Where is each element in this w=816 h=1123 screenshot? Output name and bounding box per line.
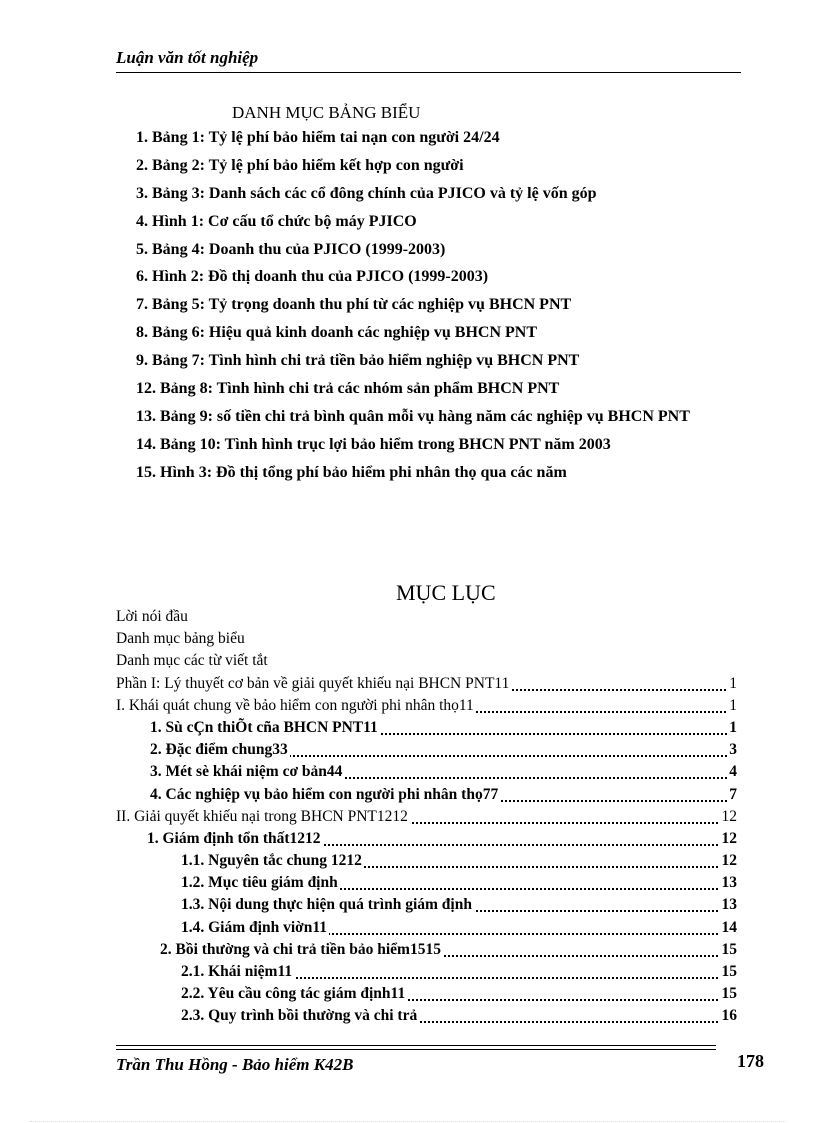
toc-entry-text: Phần I: Lý thuyết cơ bản về giải quyết khiếu nại BHCN PNT11	[116, 674, 510, 692]
toc-entry[interactable]	[116, 717, 740, 739]
toc-page-number: 12	[721, 806, 738, 828]
list-item: 2. Bảng 2: Tỷ lệ phí bảo hiểm kết hợp con người	[136, 156, 464, 174]
toc-page-number: 15	[721, 961, 738, 983]
toc-entry-text: 1.4. Giám định viờn11	[181, 918, 327, 936]
list-item: 7. Bảng 5: Tỷ trọng doanh thu phí từ các nghiệp vụ BHCN PNT	[136, 296, 572, 314]
toc-entry[interactable]	[116, 1005, 740, 1027]
toc-page-number: 7	[728, 784, 737, 806]
toc-entry-text: 2.1. Khái niệm11	[181, 963, 293, 980]
list-item: 12. Bảng 8: Tình hình chi trả các nhóm sản phẩm BHCN PNT	[136, 380, 560, 398]
toc-entry-text: II. Giải quyết khiếu nại trong BHCN PNT1212	[116, 807, 408, 825]
list-item: 8. Bảng 6: Hiệu quả kinh doanh các nghiệp vụ BHCN PNT	[136, 324, 537, 342]
toc-entry-text: 3. Mét sè khái niệm cơ bản44	[150, 763, 343, 781]
toc-page-number: 1	[728, 673, 737, 695]
page-number: 178	[737, 1051, 764, 1071]
toc-page-number: 13	[721, 872, 738, 894]
toc-entry[interactable]	[116, 850, 740, 872]
toc-entry-text: I. Khái quát chung về bảo hiểm con người phi nhân thọ11	[116, 696, 474, 714]
list-of-tables	[136, 128, 736, 491]
toc-entry-text: Lời nói đầu	[116, 608, 188, 625]
toc-entry[interactable]	[116, 983, 740, 1005]
toc-entry[interactable]	[116, 673, 740, 695]
toc-page-number: 15	[721, 983, 738, 1005]
toc-entry[interactable]	[116, 917, 740, 939]
toc-page-number: 12	[721, 828, 738, 850]
toc-entry[interactable]	[116, 961, 740, 983]
toc-entry-text: 1. Sù cÇn thiÕt cña BHCN PNT11	[150, 718, 378, 736]
list-item: 13. Bảng 9: số tiền chi trả bình quân mỗi vụ hàng năm các nghiệp vụ BHCN PNT	[136, 407, 690, 425]
list-item: 4. Hình 1: Cơ cấu tổ chức bộ máy PJICO	[136, 212, 417, 230]
toc-page-number: 12	[721, 850, 738, 872]
toc-entry[interactable]	[116, 761, 740, 783]
toc-entry[interactable]	[116, 872, 740, 894]
list-of-tables-title: DANH MỤC BẢNG BIỂU	[232, 103, 421, 122]
list-item: 9. Bảng 7: Tình hình chi trả tiền bảo hiểm nghiệp vụ BHCN PNT	[136, 352, 580, 370]
toc-title: MỤC LỤC	[396, 580, 496, 605]
header-title: Luận văn tốt nghiệp	[116, 48, 259, 67]
list-item: 3. Bảng 3: Danh sách các cổ đông chính của PJICO và tỷ lệ vốn góp	[136, 184, 597, 202]
toc-entry[interactable]	[116, 828, 740, 850]
toc-entry[interactable]	[116, 628, 740, 650]
toc-page-number: 1	[728, 695, 737, 717]
toc-page-number: 15	[721, 939, 738, 961]
toc-entry-text: 4. Các nghiệp vụ bảo hiểm con người phi nhân thọ77	[150, 785, 499, 803]
toc-entry[interactable]	[116, 784, 740, 806]
toc-entry-text: 1. Giám định tổn thất1212	[147, 829, 321, 847]
toc-entry-text: Danh mục bảng biểu	[116, 630, 245, 648]
list-item: 6. Hình 2: Đồ thị doanh thu của PJICO (1999-2003)	[136, 268, 489, 286]
toc-page-number: 4	[728, 761, 737, 783]
toc-entry-text: 2. Đặc điểm chung33	[150, 741, 288, 759]
toc-entry[interactable]	[116, 606, 740, 628]
toc-page-number: 16	[721, 1005, 738, 1027]
toc-entry[interactable]	[116, 939, 740, 961]
list-item: 1. Bảng 1: Tỷ lệ phí bảo hiểm tai nạn con người 24/24	[136, 129, 500, 146]
toc-entry-text: 1.2. Mục tiêu giám định	[181, 874, 338, 892]
header-divider	[116, 72, 741, 73]
toc-entry[interactable]	[116, 650, 740, 672]
bottom-divider	[30, 1121, 786, 1122]
toc-entry[interactable]	[116, 894, 740, 916]
toc-entry[interactable]	[116, 695, 740, 717]
footer-divider	[116, 1045, 716, 1046]
toc-entry-text: 2.3. Quy trình bồi thường và chi trả	[181, 1007, 418, 1025]
toc-entry-text: 2.2. Yêu cầu công tác giám định11	[181, 985, 406, 1003]
footer-author: Trần Thu Hồng - Bảo hiểm K42B	[116, 1055, 354, 1074]
toc-page-number: 13	[721, 894, 738, 916]
toc-entry-text: 1.3. Nội dung thực hiện quá trình giám định	[181, 896, 472, 914]
toc-page-number: 3	[728, 739, 737, 761]
toc-entry-text: 1.1. Nguyên tắc chung 1212	[181, 852, 362, 870]
list-item: 15. Hình 3: Đồ thị tổng phí bảo hiểm phi nhân thọ qua các năm	[136, 463, 567, 481]
toc-entry[interactable]	[116, 739, 740, 761]
toc-entry-text: 2. Bồi thường và chi trả tiền bảo hiểm1515	[160, 940, 441, 958]
footer-divider	[116, 1049, 716, 1050]
list-item: 5. Bảng 4: Doanh thu của PJICO (1999-2003)	[136, 240, 446, 258]
toc-page-number: 14	[721, 917, 738, 939]
toc-entry-text: Danh mục các từ viết tắt	[116, 652, 268, 670]
toc-entry[interactable]	[116, 806, 740, 828]
list-item: 14. Bảng 10: Tình hình trục lợi bảo hiểm trong BHCN PNT năm 2003	[136, 435, 611, 453]
toc-page-number: 1	[728, 717, 737, 739]
table-of-contents	[116, 606, 740, 1028]
